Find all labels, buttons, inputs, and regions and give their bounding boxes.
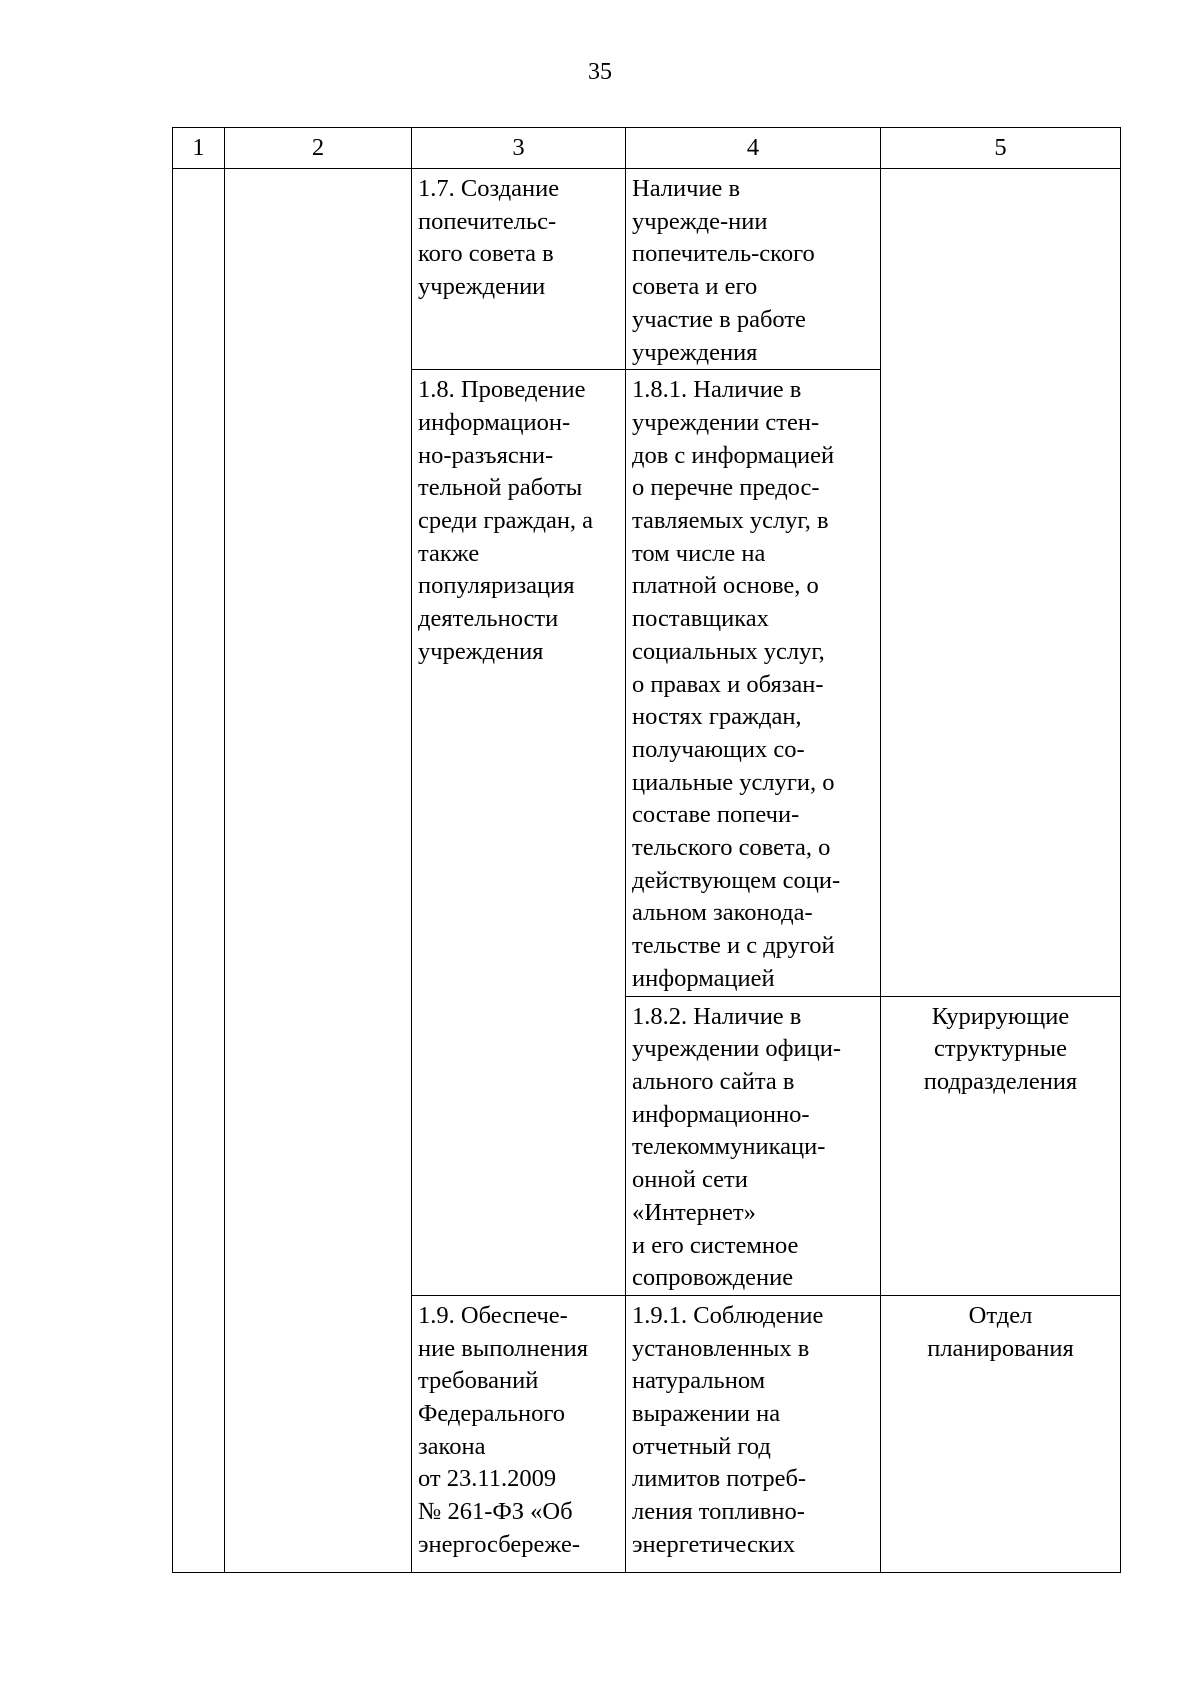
- cell-1-8-measure: 1.8. Проведение информацион- но-разъясни- тельной работы среди граждан, а также популяризация деятельности учреждения: [412, 370, 626, 1296]
- column-header-3: 3: [412, 128, 626, 169]
- column-header-5: 5: [881, 128, 1121, 169]
- cell-1-7-measure: 1.7. Создание попечительс- кого совета в учреждении: [412, 169, 626, 370]
- cell-1-9-responsible: Отдел планирования: [881, 1295, 1121, 1572]
- cell-1-8-1-indicator: 1.8.1. Наличие в учреждении стен- дов с информацией о перечне предос- тавляемых услуг, в том числе на платной основе, о поставщиках социальных услуг, о правах и обязан- ностях граждан, получающих со- циальные услуги, о составе попечи- тельского совета, о действующем соци- альном законода- тельстве и с другой информацией: [626, 370, 881, 996]
- cell-1-9-measure: 1.9. Обеспече- ние выполнения требований Федерального закона от 23.11.2009 № 261-ФЗ «Об энергосбереже-: [412, 1295, 626, 1572]
- column-header-1: 1: [173, 128, 225, 169]
- table-row: [173, 169, 1121, 370]
- document-table: [172, 127, 1121, 1573]
- cell-col2-empty: [225, 169, 412, 1573]
- cell-1-9-1-indicator: 1.9.1. Соблюдение установленных в натуральном выражении на отчетный год лимитов потреб- ления топливно- энергетических: [626, 1295, 881, 1572]
- cell-1-8-2-responsible: Курирующие структурные подразделения: [881, 996, 1121, 1295]
- column-header-2: 2: [225, 128, 412, 169]
- cell-col1-empty: [173, 169, 225, 1573]
- cell-responsible-empty: [881, 169, 1121, 997]
- page-number: 35: [588, 59, 612, 85]
- cell-1-8-2-indicator: 1.8.2. Наличие в учреждении офици- ального сайта в информационно- телекоммуникаци- онной сети «Интернет» и его системное сопровождение: [626, 996, 881, 1295]
- column-header-4: 4: [626, 128, 881, 169]
- cell-1-7-indicator: Наличие в учрежде-нии попечитель-ского совета и его участие в работе учреждения: [626, 169, 881, 370]
- table-header-row: [173, 128, 1121, 169]
